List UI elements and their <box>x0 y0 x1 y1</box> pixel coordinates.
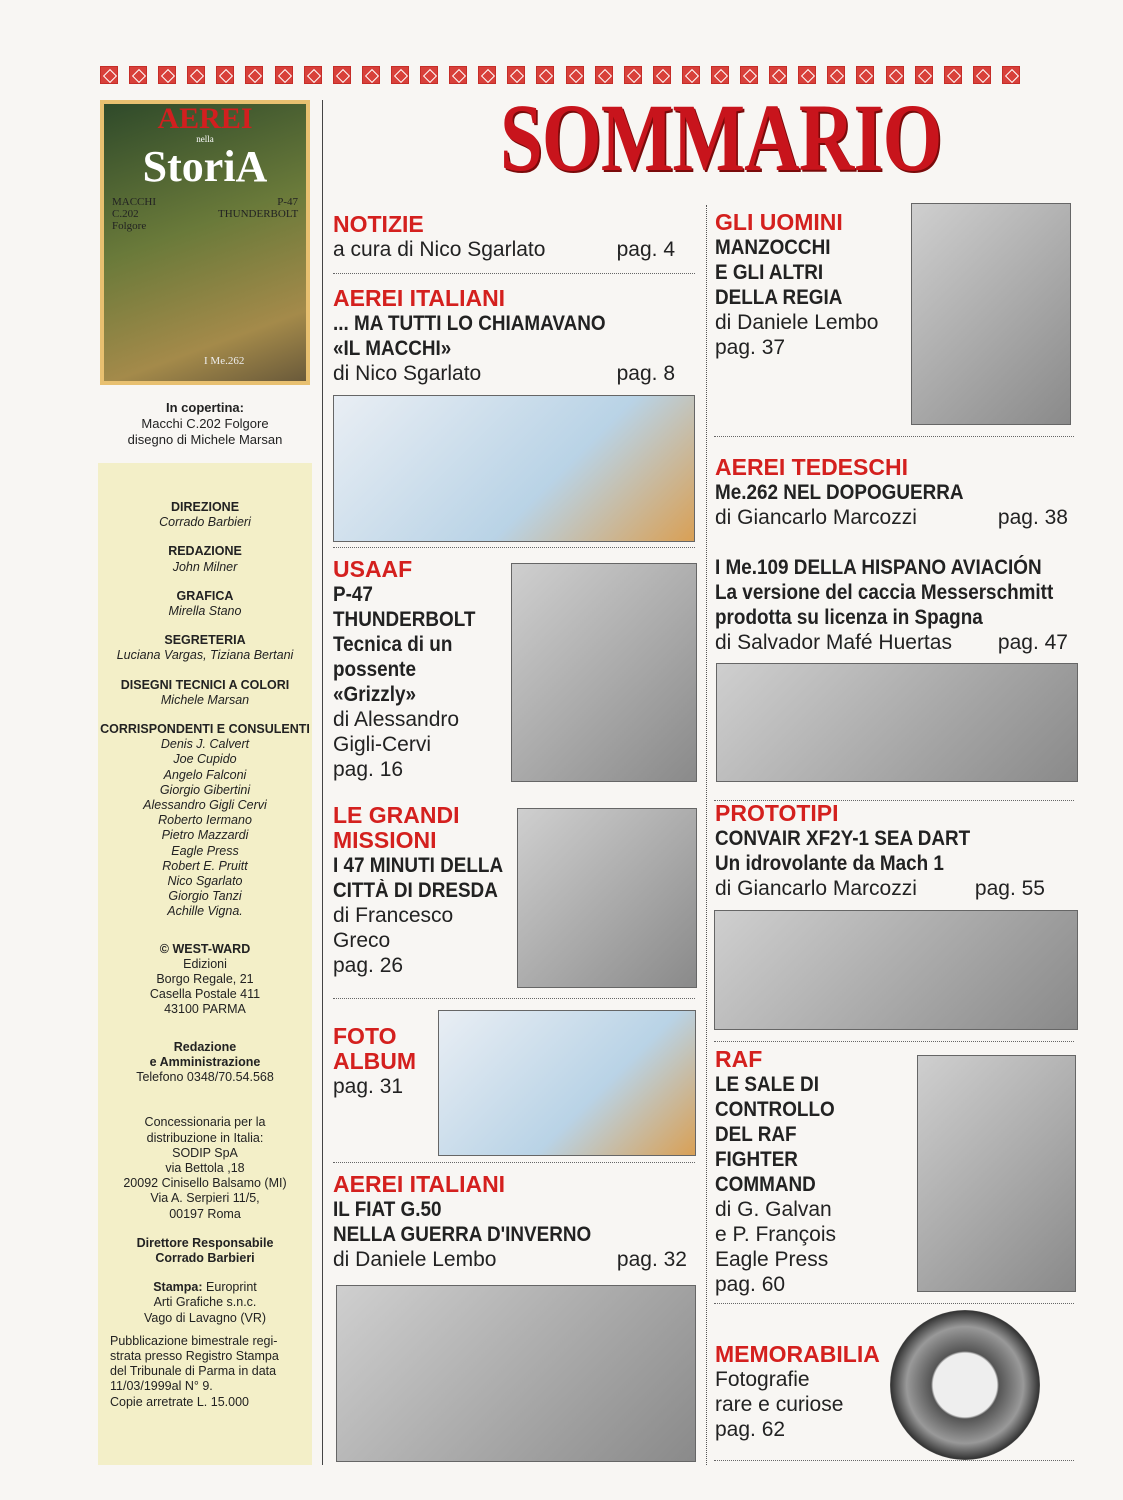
caption-line: disegno di Michele Marsan <box>127 432 283 447</box>
ornament-square <box>420 66 438 84</box>
article-byline: di G. Galvan <box>715 1198 832 1221</box>
ornament-square <box>1002 66 1020 84</box>
article-headline: DEL RAF <box>715 1123 797 1146</box>
ornament-square <box>187 66 205 84</box>
distribution-line: via Bettola ,18 <box>165 1160 245 1175</box>
masthead-name: John Milner <box>172 559 238 574</box>
article-entry[interactable] <box>333 1024 433 1099</box>
masthead-list <box>98 463 312 1410</box>
section-label: MEMORABILIA <box>715 1341 880 1367</box>
article-headline: FIGHTER <box>715 1148 798 1171</box>
ornament-square <box>304 66 322 84</box>
ornament-square <box>478 66 496 84</box>
masthead-role: DISEGNI TECNICI A COLORI <box>120 677 290 692</box>
article-byline: e P. François <box>715 1223 837 1246</box>
article-entry[interactable] <box>333 557 503 782</box>
article-photo <box>917 1055 1076 1292</box>
ornament-square <box>129 66 147 84</box>
masthead-name: Corrado Barbieri <box>159 515 251 530</box>
masthead-role: CORRISPONDENTI E CONSULENTI <box>100 722 310 737</box>
section-label: RAF <box>715 1046 763 1072</box>
article-byline: pag. 16 <box>333 758 404 781</box>
caption-line: Macchi C.202 Folgore <box>141 416 269 431</box>
masthead-name: Eagle Press <box>171 843 239 858</box>
article-entry[interactable] <box>715 1047 905 1297</box>
article-photo <box>517 808 697 988</box>
section-label: NOTIZIE <box>333 211 424 237</box>
article-headline: NELLA GUERRA D'INVERNO <box>333 1223 592 1246</box>
masthead-group <box>98 633 312 663</box>
dotted-rule <box>333 547 695 548</box>
article-byline: di Alessandro <box>333 708 460 731</box>
dotted-rule <box>333 998 695 999</box>
column-divider <box>706 205 707 1465</box>
redazione-line: Redazione <box>173 1039 237 1054</box>
article-byline: pag. 60 <box>715 1273 786 1296</box>
page-number: pag. 32 <box>616 1248 687 1271</box>
divider <box>322 100 323 1465</box>
article-entry[interactable] <box>715 455 1068 530</box>
article-headline: CITTÀ DI DRESDA <box>333 879 498 902</box>
distribution-line: Via A. Serpieri 11/5, <box>150 1191 260 1206</box>
ornament-square <box>216 66 234 84</box>
article-headline: Un idrovolante da Mach 1 <box>715 852 944 875</box>
legal-line: Pubblicazione bimestrale regi- <box>110 1333 278 1348</box>
ornament-square <box>449 66 467 84</box>
masthead-role: REDAZIONE <box>168 544 242 559</box>
dotted-rule <box>714 800 1074 801</box>
article-entry[interactable] <box>715 210 905 360</box>
page-number: pag. 38 <box>997 506 1068 529</box>
masthead-group <box>98 544 312 574</box>
legal-block <box>98 1334 312 1410</box>
print-label: Stampa: <box>153 1280 203 1295</box>
article-entry[interactable] <box>333 803 513 978</box>
article-headline: «Grizzly» <box>333 683 416 706</box>
article-headline: La versione del caccia Messerschmitt <box>715 581 1054 604</box>
article-photo <box>714 910 1078 1030</box>
article-headline: CONTROLLO <box>715 1098 835 1121</box>
masthead-role: GRAFICA <box>176 588 234 603</box>
redazione-block <box>98 1040 312 1086</box>
legal-line: 11/03/1999al N° 9. <box>110 1379 213 1394</box>
masthead-group <box>98 500 312 530</box>
dotted-rule <box>714 436 1074 437</box>
article-byline: pag. 31 <box>333 1075 404 1098</box>
gauge-photo <box>890 1310 1040 1460</box>
article-headline: CONVAIR XF2Y-1 SEA DART <box>715 827 971 850</box>
article-photo <box>716 663 1078 782</box>
article-entry[interactable] <box>333 286 675 386</box>
distribution-line: distribuzione in Italia: <box>146 1130 264 1145</box>
article-headline: IL FIAT G.50 <box>333 1198 442 1221</box>
dotted-rule <box>333 1162 695 1163</box>
ornament-square <box>275 66 293 84</box>
ornament-square <box>158 66 176 84</box>
publisher-line: Borgo Regale, 21 <box>156 972 254 987</box>
section-label: AEREI ITALIANI <box>333 285 506 311</box>
masthead-name: Luciana Vargas, Tiziana Bertani <box>116 648 294 663</box>
cover-brand-mid: nella <box>196 134 214 144</box>
director-line: Corrado Barbieri <box>155 1250 255 1265</box>
ornament-square <box>333 66 351 84</box>
article-headline: «IL MACCHI» <box>333 337 452 360</box>
article-headline: ... MA TUTTI LO CHIAMAVANO <box>333 312 606 335</box>
section-label: AEREI TEDESCHI <box>715 454 908 480</box>
article-byline: Eagle Press <box>715 1248 829 1271</box>
article-byline: di Nico Sgarlato <box>333 362 482 385</box>
article-entry[interactable] <box>715 1342 885 1442</box>
print-line: Arti Grafiche s.n.c. <box>153 1295 257 1310</box>
dotted-rule <box>714 1303 1074 1304</box>
print-block <box>98 1280 312 1326</box>
section-label: LE GRANDI MISSIONI <box>333 802 460 853</box>
article-entry[interactable] <box>333 212 675 262</box>
masthead-name: Roberto Iermano <box>158 813 252 828</box>
article-headline: Tecnica di un <box>333 633 453 656</box>
cover-left-text: MACCHI C.202 Folgore <box>112 196 157 232</box>
director-line: Direttore Responsabile <box>136 1235 274 1250</box>
page-number: pag. 47 <box>997 631 1068 654</box>
article-entry[interactable] <box>715 555 1068 655</box>
article-byline: pag. 37 <box>715 336 786 359</box>
article-byline: a cura di Nico Sgarlato <box>333 238 546 261</box>
article-byline: pag. 62 <box>715 1418 786 1441</box>
cover-thumbnail <box>100 100 310 385</box>
section-label: FOTO ALBUM <box>333 1023 417 1074</box>
masthead-name: Denis J. Calvert <box>160 737 250 752</box>
masthead-name: Giorgio Tanzi <box>168 889 242 904</box>
cover-caption <box>100 400 310 448</box>
caption-title: In copertina: <box>165 400 244 415</box>
page-number: pag. 8 <box>616 362 675 385</box>
distribution-line: 20092 Cinisello Balsamo (MI) <box>123 1176 287 1191</box>
article-byline: Gigli-Cervi <box>333 733 432 756</box>
ornament-square <box>944 66 962 84</box>
legal-line: Copie arretrate L. 15.000 <box>110 1394 249 1409</box>
article-byline: di Giancarlo Marcozzi <box>715 877 917 900</box>
masthead-name: Alessandro Gigli Cervi <box>143 798 267 813</box>
legal-line: strata presso Registro Stampa <box>110 1348 279 1363</box>
distribution-line: 00197 Roma <box>169 1206 241 1221</box>
masthead-sidebar <box>98 463 312 1465</box>
article-photo <box>911 203 1071 425</box>
page-title: SOMMARIO <box>500 84 942 191</box>
ornament-square <box>362 66 380 84</box>
dotted-rule <box>714 1041 1074 1042</box>
article-headline: DELLA REGIA <box>715 286 843 309</box>
director-block <box>98 1236 312 1266</box>
publisher-line: Casella Postale 411 <box>149 987 261 1002</box>
article-entry[interactable] <box>715 801 1045 901</box>
article-photo <box>336 1285 696 1462</box>
masthead-name: Michele Marsan <box>160 692 250 707</box>
article-entry[interactable] <box>333 1172 687 1272</box>
masthead-group <box>98 678 312 708</box>
article-byline: rare e curiose <box>715 1393 844 1416</box>
legal-line: del Tribunale di Parma in data <box>110 1364 277 1379</box>
masthead-name: Mirella Stano <box>168 604 242 619</box>
article-headline: MANZOCCHI <box>715 236 831 259</box>
dotted-rule <box>714 1460 1074 1461</box>
article-byline: pag. 26 <box>333 954 404 977</box>
publisher-line: 43100 PARMA <box>164 1002 246 1017</box>
article-headline: LE SALE DI <box>715 1073 819 1096</box>
article-photo <box>511 563 697 782</box>
article-byline: di Francesco Greco <box>333 904 454 952</box>
article-headline: I 47 MINUTI DELLA <box>333 854 504 877</box>
distribution-line: Concessionaria per la <box>144 1115 266 1130</box>
page-number: pag. 4 <box>616 238 675 261</box>
section-label: USAAF <box>333 556 413 582</box>
masthead-group <box>98 722 312 920</box>
masthead-name: Nico Sgarlato <box>167 874 243 889</box>
article-byline: Fotografie <box>715 1368 810 1391</box>
page-number: pag. 55 <box>974 877 1045 900</box>
masthead-name: Joe Cupido <box>173 752 237 767</box>
cover-bottom-text: I Me.262 <box>204 355 245 367</box>
dotted-rule <box>333 273 695 274</box>
masthead-name: Pietro Mazzardi <box>161 828 249 843</box>
publisher-line: Edizioni <box>183 956 227 971</box>
redazione-line: e Amministrazione <box>149 1054 261 1069</box>
distribution-line: SODIP SpA <box>172 1145 238 1160</box>
article-headline: I Me.109 DELLA HISPANO AVIACIÓN <box>715 556 1042 579</box>
ornament-square <box>245 66 263 84</box>
ornament-square <box>100 66 118 84</box>
masthead-name: Giorgio Gibertini <box>159 782 251 797</box>
article-headline: E GLI ALTRI <box>715 261 824 284</box>
article-headline: COMMAND <box>715 1173 816 1196</box>
section-label: AEREI ITALIANI <box>333 1171 506 1197</box>
ornament-square <box>973 66 991 84</box>
masthead-name: Angelo Falconi <box>163 767 247 782</box>
cover-brand: AEREI <box>157 102 253 135</box>
article-headline: prodotta su licenza in Spagna <box>715 606 983 629</box>
article-headline: P-47 <box>333 583 373 606</box>
masthead-role: DIREZIONE <box>170 500 240 514</box>
cover-title: StoriA <box>142 142 268 191</box>
print-line: Vago di Lavagno (VR) <box>143 1310 267 1325</box>
print-line <box>98 1280 312 1295</box>
section-label: GLI UOMINI <box>715 209 843 235</box>
article-byline: di Salvador Mafé Huertas <box>715 631 952 654</box>
publisher-line: © WEST-WARD <box>159 941 251 956</box>
article-photo <box>438 1010 696 1156</box>
article-byline: di Giancarlo Marcozzi <box>715 506 917 529</box>
masthead-name: Achille Vigna. <box>167 904 243 919</box>
print-name: Europrint <box>206 1280 257 1295</box>
masthead-name: Robert E. Pruitt <box>162 858 248 873</box>
ornament-square <box>391 66 409 84</box>
article-headline: Me.262 NEL DOPOGUERRA <box>715 481 964 504</box>
masthead-group <box>98 589 312 619</box>
masthead-role: SEGRETERIA <box>164 633 246 648</box>
cover-right-text: P-47 THUNDERBOLT <box>218 196 299 220</box>
article-headline: THUNDERBOLT <box>333 608 476 631</box>
article-headline: possente <box>333 658 416 681</box>
article-byline: di Daniele Lembo <box>715 311 879 334</box>
article-byline: di Daniele Lembo <box>333 1248 497 1271</box>
redazione-line: Telefono 0348/70.54.568 <box>136 1070 274 1085</box>
section-label: PROTOTIPI <box>715 800 839 826</box>
distribution-block <box>98 1115 312 1221</box>
article-photo <box>333 395 695 542</box>
publisher-block <box>98 942 312 1018</box>
